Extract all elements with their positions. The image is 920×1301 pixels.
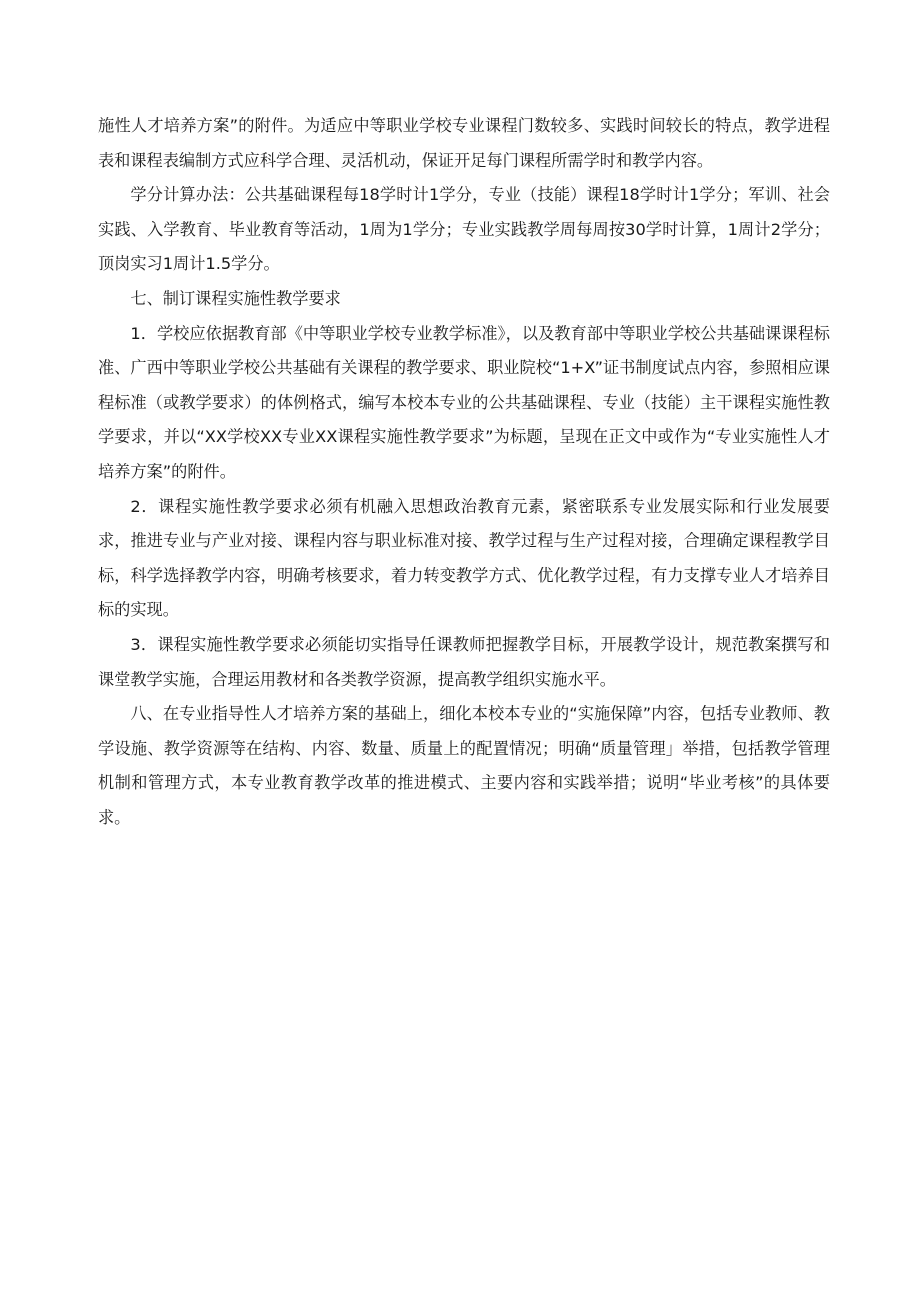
section-heading-eight: 八、在专业指导性人才培养方案的基础上，细化本校本专业的“实施保障”内容，包括专业教师、教学设施、教学资源等在结构、内容、数量、质量上的配置情况；明确“质量管理」举措，包括教学管理机制和管理方式，本专业教育教学改革的推进模式、主要内容和实践举措；说明“毕业考核”的具体要求。 (98, 704, 830, 827)
paragraph-credit-calculation: 学分计算办法：公共基础课程每18学时计1学分，专业（技能）课程18学时计1学分；军训、社会实践、入学教育、毕业教育等活动，1周为1学分；专业实践教学周每周按30学时计算，1周计2学分；顶岗实习1周计1.5学分。 (98, 185, 830, 274)
paragraph-continuation: 施性人才培养方案”的附件。为适应中等职业学校专业课程门数较多、实践时间较长的特点，教学进程表和课程表编制方式应科学合理、灵活机动，保证开足每门课程所需学时和教学内容。 (98, 116, 830, 170)
section-heading-seven: 七、制订课程实施性教学要求 (130, 288, 341, 308)
document-body (98, 109, 830, 835)
paragraph-item-2: 2．课程实施性教学要求必须有机融入思想政治教育元素，紧密联系专业发展实际和行业发展要求，推进专业与产业对接、课程内容与职业标准对接、教学过程与生产过程对接，合理确定课程教学目标，科学选择教学内容，明确考核要求，着力转变教学方式、优化教学过程，有力支撑专业人才培养目标的实现。 (98, 496, 830, 620)
paragraph-item-3: 3．课程实施性教学要求必须能切实指导任课教师把握教学目标，开展教学设计，规范教案撰写和课堂教学实施，合理运用教材和各类教学资源，提高教学组织实施水平。 (98, 634, 830, 689)
paragraph-item-1: 1．学校应依据教育部《中等职业学校专业教学标准》，以及教育部中等职业学校公共基础课课程标准、广西中等职业学校公共基础有关课程的教学要求、职业院校“1+X”证书制度试点内容，参照相应课程标准（或教学要求）的体例格式，编写本校本专业的公共基础课程、专业（技能）主干课程实施性教学要求，并以“XX学校XX专业XX课程实施性教学要求”为标题，呈现在正文中或作为“专业实施性人才培养方案”的附件。 (98, 323, 830, 481)
